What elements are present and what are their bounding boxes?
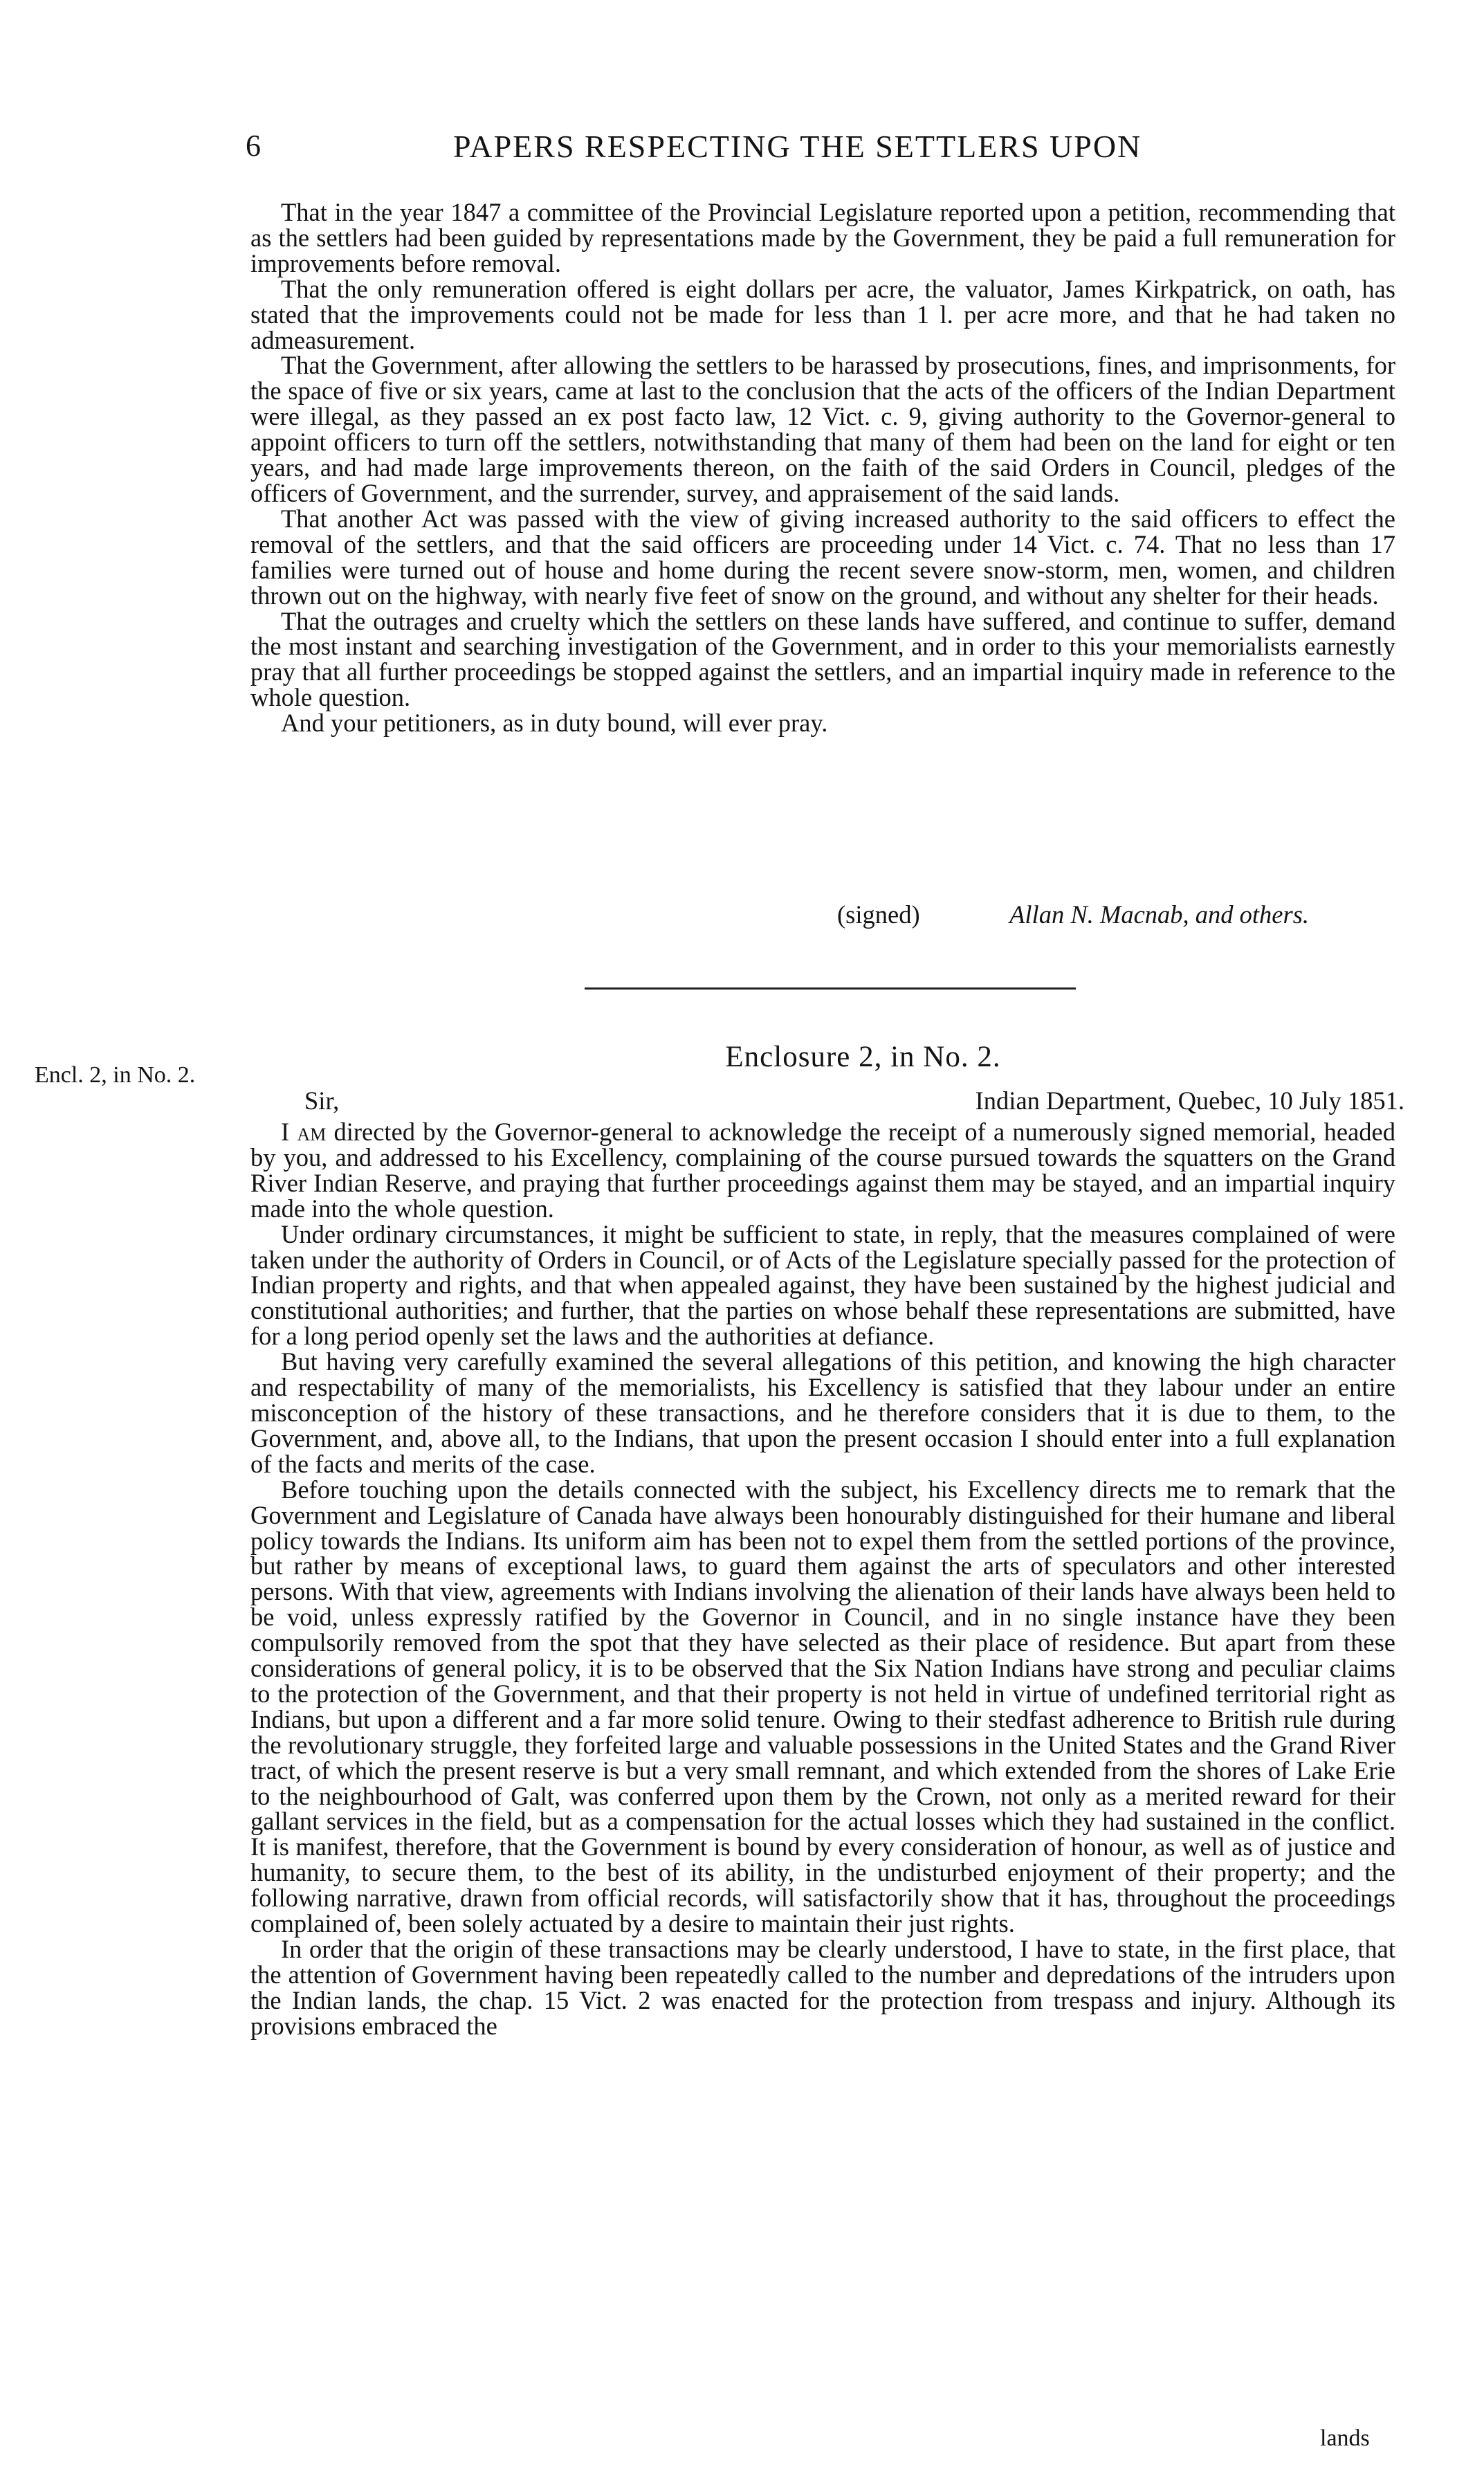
enclosure-title-wrap: [0, 1040, 1484, 1074]
salutation: Sir,: [304, 1086, 340, 1115]
signature-line: [837, 900, 1460, 929]
enclosure-title: Enclosure 2, in No. 2.: [725, 1041, 1001, 1073]
catchword: lands: [1320, 2425, 1370, 2451]
running-title: PAPERS RESPECTING THE SETTLERS UPON: [453, 129, 1142, 164]
letter-paragraph: Under ordinary circumstances, it might be sufficient to state, in reply, that the measures complained of were taken under the authority of Orders in Council, or of Acts of the Legislature specially passed for the protection of Indian property and rights, and that when appealed against, they have been sustained by the highest judicial and constitutional authorities; and further, that the parties on whose behalf these representations are submitted, have for a long period openly set the laws and the authorities at defiance.: [250, 1219, 1395, 1351]
memorial-paragraph: That the Government, after allowing the settlers to be harassed by prosecutions, fines, and imprisonments, for the space of five or six years, came at last to the conclusion that the acts of the officers of the Indian Department were illegal, as they passed an ex post facto law, 12 Vict. c. 9, giving authority to the Governor-general to appoint officers to turn off the settlers, notwithstanding that many of them had been on the land for eight or ten years, and had made large improvements thereon, on the faith of the said Orders in Council, pledges of the officers of Government, and the surrender, survey, and appraisement of the said lands.: [250, 351, 1395, 507]
section-divider: [585, 987, 1076, 990]
enclosure-text: [250, 1120, 1395, 2039]
memorial-paragraph: That another Act was passed with the view of giving increased authority to the said officers to effect the removal of the settlers, and that the said officers are proceeding under 14 Vict. c. 74. That no less than 17 families were turned out of house and home during the recent severe snow-storm, men, women, and children thrown out on the highway, with nearly five feet of snow on the ground, and without any shelter for their heads.: [250, 504, 1395, 610]
memorial-text: [250, 200, 1395, 736]
opening-word: I am: [281, 1118, 327, 1146]
signed-label: (signed): [837, 900, 920, 929]
memorial-paragraph: That the outrages and cruelty which the settlers on these lands have suffered, and continue to suffer, demand the most instant and searching investigation of the Government, and in order to this your memorialists earnestly pray that all further proceedings be stopped against the settlers, and an impartial inquiry made in reference to the whole question.: [250, 606, 1395, 712]
letter-paragraph: [250, 1120, 1395, 1222]
memorial-paragraph: That in the year 1847 a committee of the Provincial Legislature reported upon a petition, recommending that as the settlers had been guided by representations made by the Government, they be paid a full remuneration for improvements before removal.: [250, 198, 1395, 277]
signatory-name: Allan N. Macnab, and others.: [1009, 900, 1310, 929]
letter-paragraph: But having very carefully examined the several allegations of this petition, and knowing the high character and respectability of many of the memorialists, his Excellency is satisfied that they labour under an entire misconception of the history of these transactions, and he therefore considers that it is due to them, to the Government, and, above all, to the Indians, that upon the present occasion I should enter into a full explanation of the facts and merits of the case.: [250, 1347, 1395, 1478]
dateline: Indian Department, Quebec, 10 July 1851.: [975, 1086, 1404, 1115]
letter-paragraph: In order that the origin of these transactions may be clearly understood, I have to state, in the first place, that the attention of Government having been repeatedly called to the number and depredations of the intruders upon the Indian lands, the chap. 15 Vict. 2 was enacted for the protection from trespass and injury. Although its provisions embraced the: [250, 1935, 1395, 2040]
margin-note: Encl. 2, in No. 2.: [35, 1062, 196, 1088]
page-number: 6: [246, 129, 261, 163]
memorial-paragraph: And your petitioners, as in duty bound, will ever pray.: [281, 709, 828, 738]
letter-paragraph: Before touching upon the details connected with the subject, his Excellency directs me to remark that the Government and Legislature of Canada have always been honourably distinguished for their humane and liberal policy towards the Indians. Its uniform aim has been not to expel them from the settled portions of the province, but rather by means of exceptional laws, to guard them against the arts of speculators and other interested persons. With that view, agreements with Indians involving the alienation of their lands have always been held to be void, unless expressly ratified by the Governor in Council, and in no single instance have they been compulsorily removed from the spot that they have selected as their place of residence. But apart from these considerations of general policy, it is to be observed that the Six Nation Indians have strong and peculiar claims to the protection of the Government, and that their property is not held in virtue of undefined territorial right as Indians, but upon a different and a far more solid tenure. Owing to their stedfast adherence to British rule during the revolutionary struggle, they forfeited large and valuable possessions in the United States and the Grand River tract, of which the present reserve is but a very small remnant, and which extended from the shores of Lake Erie to the neighbourhood of Galt, was conferred upon them by the Crown, not only as a merited reward for their gallant services in the field, but as a compensation for the actual losses which they had sustained in the conflict. It is manifest, therefore, that the Government is bound by every consideration of honour, as well as of justice and humanity, to secure them, to the best of its ability, in the undisturbed enjoyment of their property; and the following narrative, drawn from official records, will satisfactorily show that it has, throughout the proceedings complained of, been solely actuated by a desire to maintain their just rights.: [250, 1475, 1395, 1938]
letter-paragraph-text: directed by the Governor-general to acknowledge the receipt of a numerously signed memorial, headed by you, and addressed to his Excellency, complaining of the course pursued towards the squatters on the Grand River Indian Reserve, and praying that further proceedings against them may be stayed, and an impartial inquiry made into the whole question.: [250, 1118, 1395, 1223]
memorial-paragraph: That the only remuneration offered is eight dollars per acre, the valuator, James Kirkpatrick, on oath, has stated that the improvements could not be made for less than 1 l. per acre more, and that he had taken no admeasurement.: [250, 274, 1395, 354]
page-header: [246, 128, 1353, 176]
